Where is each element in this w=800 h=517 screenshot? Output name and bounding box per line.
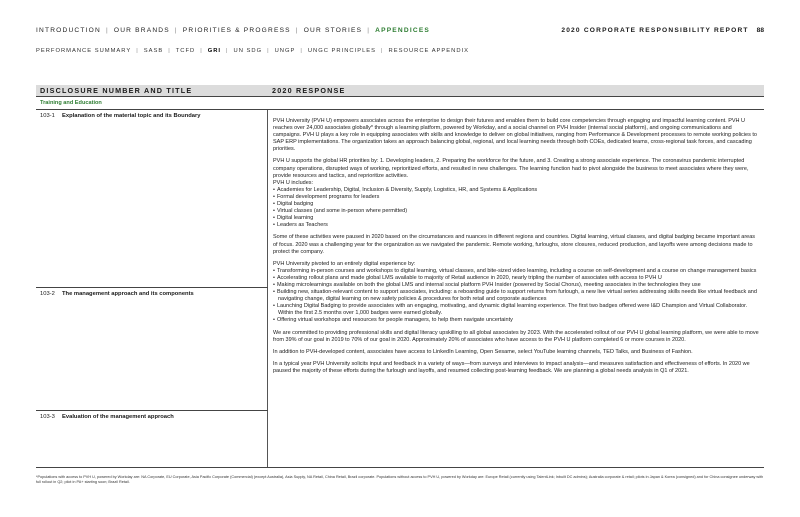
- header-disclosure: DISCLOSURE NUMBER AND TITLE: [40, 86, 193, 95]
- list-item: • Formal development programs for leaders: [273, 194, 760, 201]
- list-item: • Transforming in-person courses and workshops to digital learning, virtual classes, and bite-sized video learning, including a course on self-development and a course on change management basics: [273, 268, 760, 275]
- list-item: • Academies for Leadership, Digital, Inclusion & Diversity, Supply, Logistics, HR, and Systems & Applications: [273, 187, 760, 194]
- disclosure-title: Explanation of the material topic and its Boundary: [62, 113, 201, 119]
- top-nav-items: [36, 27, 430, 34]
- nav-separator: |: [295, 26, 299, 34]
- list-item: • Virtual classes (and some in-person where permitted): [273, 208, 760, 215]
- sub-nav-sasb[interactable]: SASB: [143, 48, 164, 54]
- response-paragraph: In addition to PVH-developed content, associates have access to LinkedIn Learning, Open Sesame, select YouTube learning channels, TED Talks, and Business of Fashion.: [273, 348, 693, 355]
- sub-nav-un-sdg[interactable]: UN SDG: [233, 48, 263, 54]
- disclosure-number: 103-3: [40, 414, 55, 420]
- top-nav-introduction[interactable]: INTRODUCTION: [36, 26, 101, 34]
- nav-separator: |: [367, 26, 371, 34]
- list-item: • Accelerating rollout plans and made global LMS available to majority of Retail audience in 2020, nearly tripling the number of associates with access to PVH U: [273, 275, 760, 282]
- list-item: • Leaders as Teachers: [273, 222, 760, 229]
- list-item: • Offering virtual workshops and resources for people managers, to help them navigate uncertainty: [273, 317, 760, 324]
- header-response: 2020 RESPONSE: [272, 86, 346, 95]
- nav-separator: |: [200, 48, 203, 54]
- top-nav-our-stories[interactable]: OUR STORIES: [303, 26, 363, 34]
- disclosure-title: Evaluation of the management approach: [62, 414, 174, 420]
- response-paragraph: Some of these activities were paused in 2020 based on the circumstances and nuances in different regions and countries. Digital learning, virtual classes, and digital badging became important areas of focus. 2020 was a challenging year for the organization as we navigated the pandemic. Remote working, furloughs, store closures, reduced production, and layoffs were among decisions made to protect the company.: [273, 234, 756, 255]
- list-item: • Digital badging: [273, 201, 760, 208]
- list-item: • Building new, situation-relevant content to support associates, including: a reboarding guide to support returns from furlough, a new live virtual series addressing skills needs like virtual feedback and navigating change, digital learning on new safety policies & procedures for both retail and corporate audiences: [273, 289, 760, 303]
- top-nav-appendices[interactable]: APPENDICES: [375, 26, 431, 34]
- nav-separator: |: [267, 48, 270, 54]
- disclosure-row: [40, 113, 266, 119]
- nav-separator: |: [174, 26, 178, 34]
- nav-separator: |: [226, 48, 229, 54]
- sub-navigation: [36, 46, 469, 56]
- table-body: [36, 110, 764, 468]
- response-paragraph: PVH U supports the global HR priorities by: 1. Developing leaders, 2. Preparing the workforce for the future, and 3. Creating a strong associate experience. The coronavirus pandemic interrupted company operations, disrupted ways of working, reprioritized efforts, and resulted in new challenges. The learning function had to pivot alongside the business to meet associates where they were, provide resources and tactics, and reprioritize activities.: [273, 158, 749, 179]
- nav-separator: |: [300, 48, 303, 54]
- response-paragraph: PVH U includes:: [273, 179, 314, 186]
- nav-separator: |: [381, 48, 384, 54]
- page-number: 88: [756, 26, 764, 34]
- sub-nav-ungc-principles[interactable]: UNGC PRINCIPLES: [307, 48, 377, 54]
- response-paragraph: We are committed to providing professional skills and digital literacy upskilling to all global associates by 2023. With the accelerated rollout of our PVH U global learning platform, we were able to move from 39% of our goal in 2019 to 70% of our goal in 2020. Approximately 20% of associates who have access to the PVH U platform completed 6 or more courses in 2020.: [273, 329, 759, 343]
- table-header: [36, 85, 764, 97]
- nav-separator: |: [105, 26, 109, 34]
- top-navigation: [36, 24, 764, 36]
- top-nav-priorities-progress[interactable]: PRIORITIES & PROGRESS: [182, 26, 291, 34]
- sub-nav-resource-appendix[interactable]: RESOURCE APPENDIX: [388, 48, 470, 54]
- list-item: • Launching Digital Badging to provide associates with an engaging, motivating, and dynamic digital learning experience. The first two badges offered were I&D Champion and Virtual Collaborator. Within the first 2.5 months over 1,000 badges were earned globally.: [273, 303, 760, 317]
- response-column: [268, 110, 764, 467]
- disclosure-title: The management approach and its components: [62, 291, 194, 297]
- sub-nav-gri[interactable]: GRI: [207, 48, 222, 54]
- sub-nav-ungp[interactable]: UNGP: [274, 48, 296, 54]
- section-title: Training and Education: [36, 97, 764, 110]
- disclosure-row: [36, 287, 268, 297]
- list-item: • Digital learning: [273, 215, 760, 222]
- includes-list: [273, 187, 760, 230]
- sub-nav-performance-summary[interactable]: PERFORMANCE SUMMARY: [36, 48, 132, 54]
- disclosure-number: 103-1: [40, 113, 55, 119]
- nav-separator: |: [136, 48, 139, 54]
- response-paragraph: In a typical year PVH University solicits input and feedback in a variety of ways—from surveys and interviews to impact analysis—and measures satisfaction and effectiveness of efforts. In 2020 we paused the majority of these efforts during the furlough and layoffs, and resumed collecting post-learning feedback. We are planning a global needs analysis in Q1 of 2021.: [273, 360, 750, 374]
- disclosure-number: 103-2: [40, 291, 55, 297]
- disclosure-table: [36, 85, 764, 468]
- footnote: *Populations with access to PVH U, powered by Workday are: NA Corporate, EU Corporate, Asia Pacific Corporate (Commercial) (except Australia), Asia Supply, NA Retail, China Retail, Brazil corporate. Populations without access to PVH U, powered by Workday are: Europe Retail (currently using TalentLink; Inbuilt DC admins); Australia corporate & retail; pilots in Japan & Korea (consigned) and for China consignee underway with full rollout in Q2; pilot in PA+ starting soon; Brazil Retail.: [36, 475, 764, 484]
- response-paragraph: PVH University pivoted to an entirely digital experience by:: [273, 260, 416, 267]
- digital-pivot-list: [273, 268, 760, 325]
- disclosure-row: [36, 410, 268, 420]
- top-nav-our-brands[interactable]: OUR BRANDS: [113, 26, 170, 34]
- sub-nav-tcfd[interactable]: TCFD: [175, 48, 196, 54]
- list-item: • Making microlearnings available on both the global LMS and internal social platform PVH Insider (powered by Social Chorus), meeting associates in the technologies they use: [273, 282, 760, 289]
- disclosure-column: [36, 110, 268, 467]
- nav-separator: |: [168, 48, 171, 54]
- report-title: 2020 CORPORATE RESPONSIBILITY REPORT: [561, 26, 749, 34]
- response-paragraph: PVH University (PVH U) empowers associates across the enterprise to design their futures and enables them to build core competencies through engaging and impactful learning content. PVH U reaches over 24,000 associates globally* through a learning platform, powered by Workday, and a social channel on PVH Insider (internal social platform), and ongoing communications and campaigns. PVH U plays a key role in equipping associates with skills and knowledge to deliver on global initiatives, ranging from Performance & Development processes to remote working policies to SAP ERP implementations. The organization takes an approach balancing global, regional, and local learning needs through both COEs, dedicated teams, cross-regional task forces, and cascading priorities.: [273, 118, 757, 153]
